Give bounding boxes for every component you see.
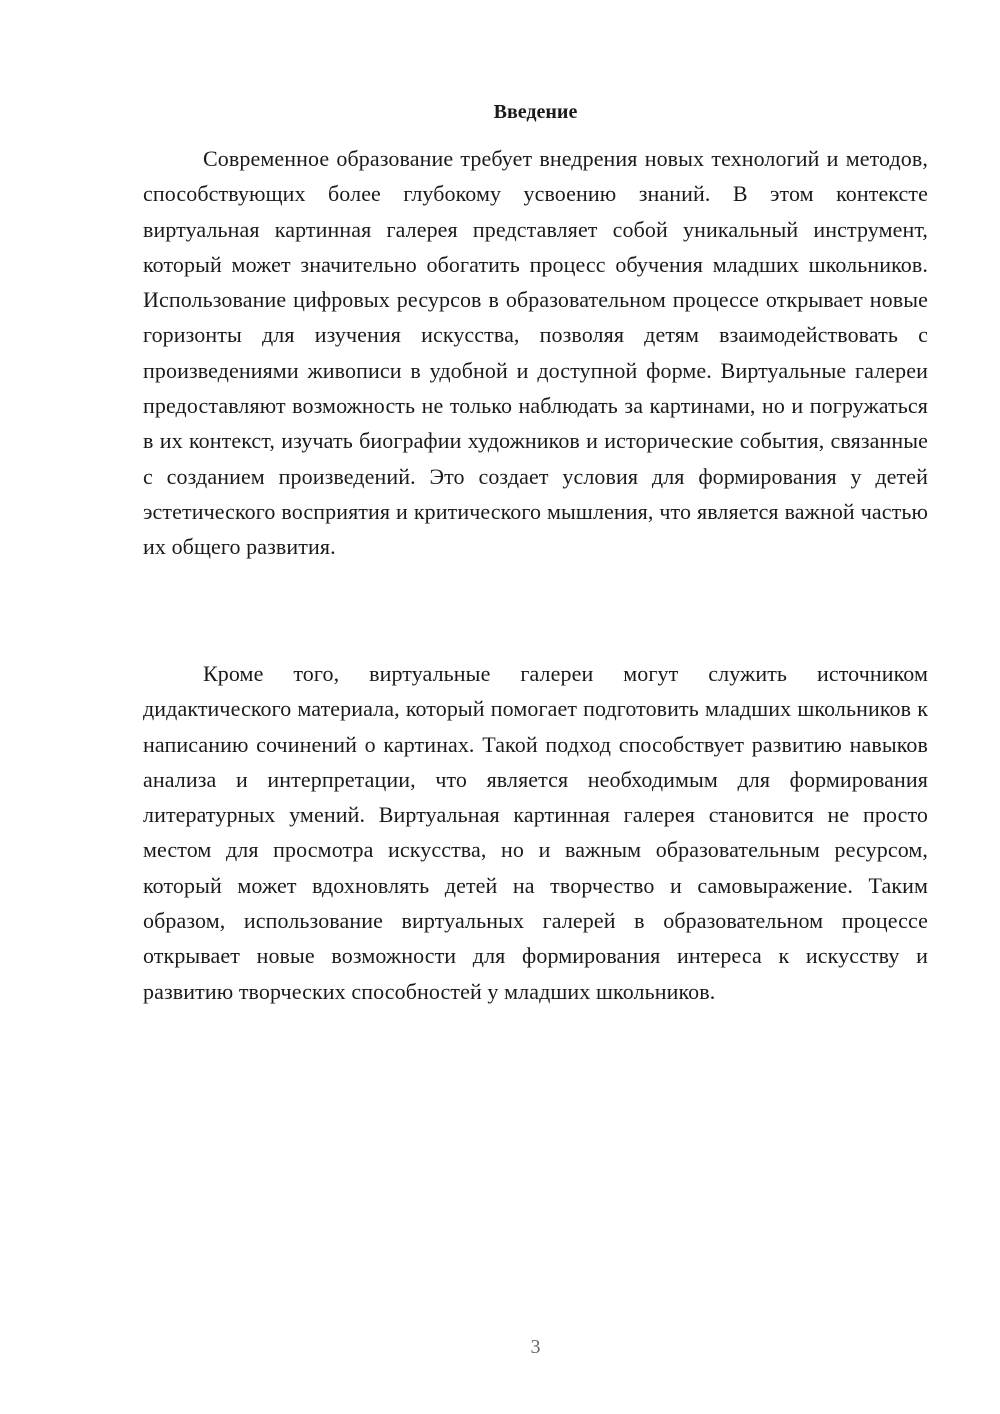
paragraph-2: Кроме того, виртуальные галереи могут служить источником дидактического материала, который помогает подготовить младших школьников к написанию сочинений о картинах. Такой подход способствует развитию навыков анализа и интерпретации, что является необходимым для формирования литературных умений. Виртуальная картинная галерея становится не просто местом для просмотра искусства, но и важным образовательным ресурсом, который может вдохновлять детей на творчество и самовыражение. Таким образом, использование виртуальных галерей в образовательном процессе открывает новые возможности для формирования интереса к искусству и развитию творческих способностей у младших школьников. [143,661,928,1004]
paragraph-1: Современное образование требует внедрения новых технологий и методов, способствующих более глубокому усвоению знаний. В этом контексте виртуальная картинная галерея представляет собой уникальный инструмент, который может значительно обогатить процесс обучения младших школьников. Использование цифровых ресурсов в образовательном процессе открывает новые горизонты для изучения искусства, позволяя детям взаимодействовать с произведениями живописи в удобной и доступной форме. Виртуальные галереи предоставляют возможность не только наблюдать за картинами, но и погружаться в их контекст, изучать биографии художников и исторические события, связанные с созданием произведений. Это создает условия для формирования у детей эстетического восприятия и критического мышления, что является важной частью их общего развития. [143,146,928,560]
section-heading: Введение [493,101,578,123]
page-number: 3 [530,1336,541,1358]
